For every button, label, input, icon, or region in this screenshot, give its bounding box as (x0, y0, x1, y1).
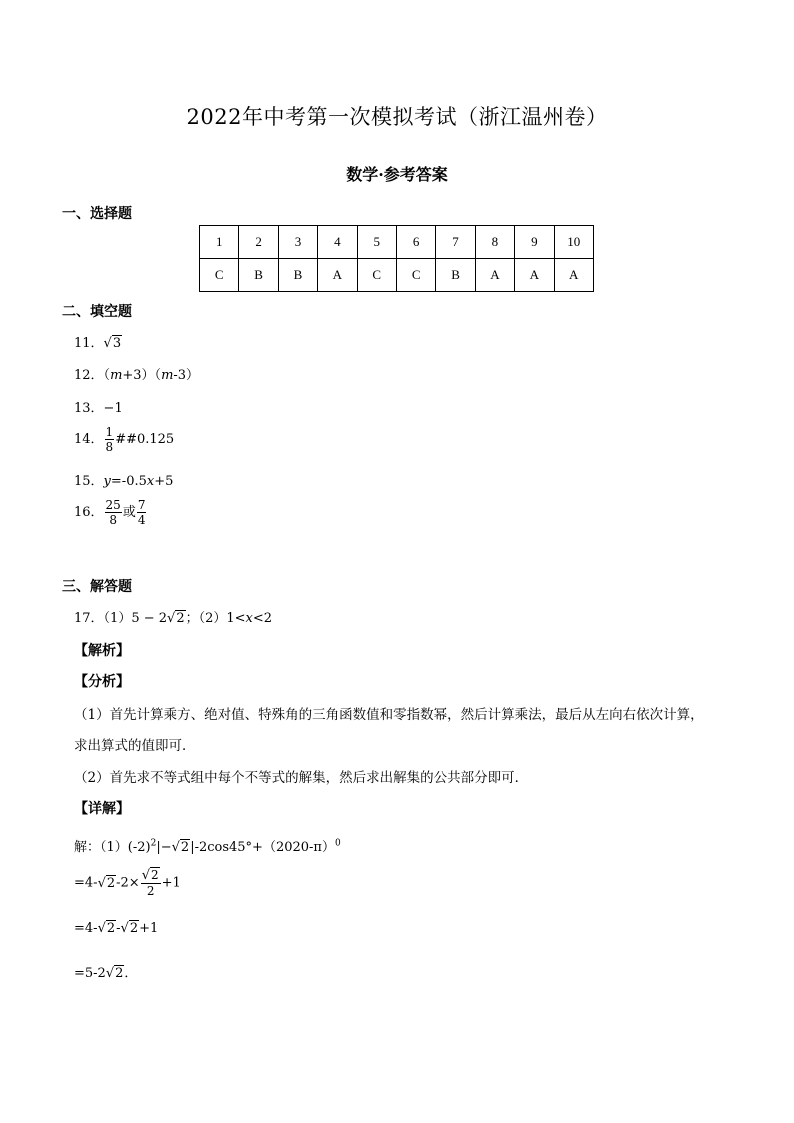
radicand: 2 (180, 840, 190, 855)
text: |− (156, 840, 172, 855)
denominator: 8 (105, 440, 114, 454)
text: ． (124, 966, 138, 981)
sqrt-expression: √2 (141, 868, 159, 883)
label-xiangjie: 【详解】 (74, 801, 130, 817)
analysis-paragraph-2: （2）首先求不等式组中每个不等式的解集，然后求出解集的公共部分即可． (74, 770, 529, 786)
question-number: 12． (74, 368, 104, 383)
text: =4- (74, 875, 98, 891)
answer-line-12 (74, 364, 199, 383)
denominator: 2 (146, 884, 155, 898)
exponent: 2 (150, 838, 157, 849)
table-cell: 3 (278, 226, 317, 259)
text: +3）（ (122, 368, 162, 383)
page-title: 2022年中考第一次模拟考试（浙江温州卷） (186, 105, 608, 129)
answer-line-17 (74, 607, 272, 626)
solution-line (74, 836, 341, 855)
table-cell: C (396, 259, 435, 292)
table-cell: A (318, 259, 357, 292)
table-cell: C (357, 259, 396, 292)
text: ；（2）1< (185, 611, 246, 626)
table-cell: 5 (357, 226, 396, 259)
text: <2 (252, 611, 273, 626)
sqrt-expression: √2 (171, 840, 190, 855)
table-cell: 2 (239, 226, 278, 259)
text: （ (103, 368, 111, 383)
section-heading-fill: 二、填空题 (62, 304, 132, 320)
answer-line-13 (74, 397, 123, 416)
table-cell: 4 (318, 226, 357, 259)
radicand: 2 (106, 921, 116, 936)
variable: y (103, 474, 111, 489)
text: -3） (173, 368, 200, 383)
page-subtitle: 数学·参考答案 (346, 165, 448, 184)
variable: m (110, 368, 123, 383)
text: |-2cos45°+（2020-π） (190, 840, 335, 855)
numerator (141, 868, 161, 884)
table-cell: 1 (200, 226, 239, 259)
solution-step-3 (74, 962, 137, 981)
table-cell: A (515, 259, 554, 292)
question-number: 11． (74, 336, 104, 351)
answer-table-number-row (200, 226, 594, 259)
text: =-0.5 (110, 474, 147, 489)
table-cell: 7 (436, 226, 475, 259)
answer-line-11 (74, 332, 122, 351)
denominator: 4 (137, 513, 146, 527)
answer-text: ##0.125 (115, 432, 175, 447)
text: +5 (154, 474, 174, 489)
table-cell: B (239, 259, 278, 292)
text: =4- (74, 921, 98, 936)
label-jiexi: 【解析】 (74, 643, 130, 659)
solution-step-1 (74, 868, 181, 898)
question-number: 14． (74, 432, 104, 447)
text: +1 (139, 921, 159, 936)
numerator: 1 (105, 425, 114, 439)
table-cell: B (436, 259, 475, 292)
numerator: 25 (105, 498, 121, 512)
radicand: 2 (176, 611, 185, 626)
sqrt-expression: √2 (97, 875, 116, 891)
sqrt-expression: √2 (105, 966, 124, 981)
variable: x (146, 474, 155, 489)
text: +1 (161, 875, 181, 891)
text: -2× (116, 875, 140, 891)
radicand: 2 (106, 875, 116, 891)
fraction (141, 868, 161, 898)
section-heading-choice: 一、选择题 (62, 206, 132, 222)
text: - (116, 921, 121, 936)
table-cell: B (278, 259, 317, 292)
question-number: 13． (74, 401, 104, 416)
variable: x (245, 611, 253, 626)
table-cell: A (475, 259, 514, 292)
radicand: 2 (129, 921, 139, 936)
numerator: 7 (137, 498, 146, 512)
radicand: 2 (115, 966, 124, 981)
sqrt-expression: √3 (103, 336, 122, 351)
answer-line-15 (74, 470, 173, 489)
text: 17．（1）5 − 2 (74, 611, 168, 626)
question-number: 16． (74, 505, 104, 520)
denominator: 8 (109, 513, 117, 527)
answer-line-16 (74, 498, 147, 527)
label-fenxi: 【分析】 (74, 674, 130, 690)
answer-table-answer-row (200, 259, 594, 292)
table-cell: 10 (554, 226, 593, 259)
radicand: 2 (151, 868, 159, 882)
solution-step-2 (74, 921, 158, 936)
table-cell: 9 (515, 226, 554, 259)
text: 解：（1）(-2) (74, 840, 151, 855)
radicand: 3 (112, 336, 122, 351)
fraction (105, 425, 115, 454)
table-cell: 8 (475, 226, 514, 259)
answer-table (199, 225, 594, 292)
question-number: 15． (74, 474, 104, 489)
analysis-paragraph-1-line-2: 求出算式的值即可． (74, 738, 196, 754)
answer-text: −1 (103, 401, 123, 416)
table-cell: A (554, 259, 593, 292)
table-cell: 6 (396, 226, 435, 259)
fraction (105, 498, 122, 527)
text: 或 (122, 505, 136, 520)
sqrt-expression: √2 (97, 921, 116, 936)
section-heading-solve: 三、解答题 (62, 579, 132, 595)
analysis-paragraph-1-line-1: （1）首先计算乘方、绝对值、特殊角的三角函数值和零指数幂，然后计算乘法，最后从左向右依次计算， (74, 707, 704, 723)
table-cell: C (200, 259, 239, 292)
text: =5-2 (74, 966, 106, 981)
sqrt-expression: √2 (120, 921, 139, 936)
answer-line-14 (74, 425, 174, 454)
sqrt-expression: √2 (167, 611, 185, 626)
variable: m (161, 368, 174, 383)
exponent: 0 (334, 838, 341, 849)
fraction (137, 498, 147, 527)
